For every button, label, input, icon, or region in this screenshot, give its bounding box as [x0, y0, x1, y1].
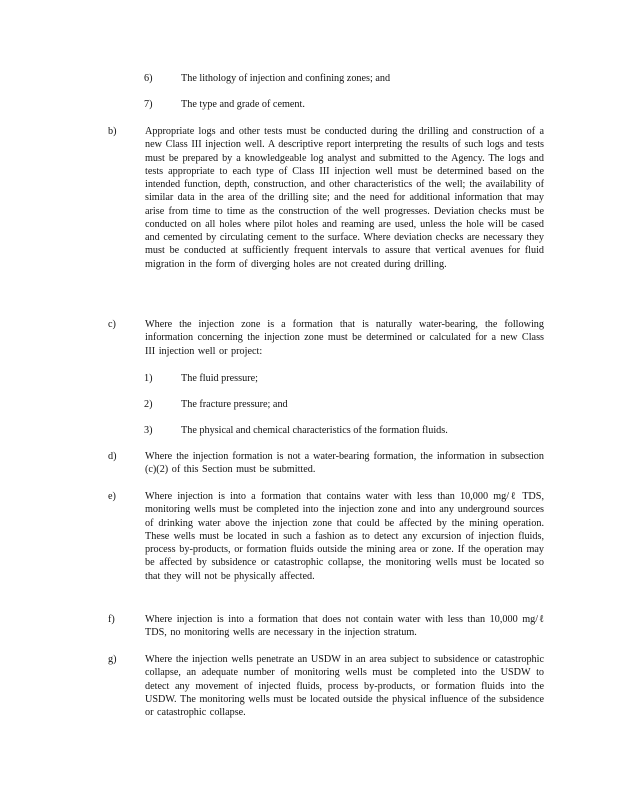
paragraph-label: g) [108, 654, 117, 665]
paragraph-label: f) [108, 614, 115, 625]
item-text: The fluid pressure; [181, 373, 258, 384]
paragraph-g [108, 653, 544, 719]
paragraph-text: Where the injection formation is not a water-bearing formation, the information in subsection (c)(2) of this Section must be submitted. [145, 451, 544, 476]
paragraph-label: c) [108, 319, 116, 330]
paragraph-label: d) [108, 451, 117, 462]
paragraph-d [108, 450, 544, 477]
paragraph-text: Where injection is into a formation that contains water with less than 10,000 mg/ℓ TDS, monitoring wells must be completed into the injection zone and into any underground sources of drinking water above the injection zone that could be affected by the mining operation. These wells must be located in such a fashion as to detect any excursion of injection fluids, process by-products, or formation fluids outside the mining area or zone. If the operation may be affected by subsidence or catastrophic collapse, the monitoring wells must be located so that they will not be physically affected. [145, 491, 544, 582]
paragraph-label: b) [108, 126, 117, 137]
paragraph-c [108, 318, 544, 358]
item-text: The type and grade of cement. [181, 99, 305, 110]
paragraph-text: Where injection is into a formation that does not contain water with less than 10,000 mg/ℓ TDS, no monitoring wells are necessary in the injection stratum. [145, 614, 544, 639]
item-number: 6) [144, 73, 153, 84]
paragraph-label: e) [108, 491, 116, 502]
paragraph-f [108, 613, 544, 640]
paragraph-e [108, 490, 544, 583]
item-number: 1) [144, 373, 153, 384]
item-number: 7) [144, 99, 153, 110]
item-number: 2) [144, 399, 153, 410]
item-text: The physical and chemical characteristics of the formation fluids. [181, 425, 448, 436]
item-text: The fracture pressure; and [181, 399, 288, 410]
item-number: 3) [144, 425, 153, 436]
paragraph-text: Where the injection zone is a formation that is naturally water-bearing, the following information concerning the injection zone must be determined or calculated for a new Class III injection well or project: [145, 319, 544, 357]
paragraph-b [108, 125, 544, 271]
item-text: The lithology of injection and confining zones; and [181, 73, 391, 84]
paragraph-text: Where the injection wells penetrate an USDW in an area subject to subsidence or catastrophic collapse, an adequate number of monitoring wells must be completed into the USDW to detect any movement of injected fluids, process by-products, or formation fluids into the USDW. The monitoring wells must be located outside the physical influence of the subsidence or catastrophic collapse. [145, 654, 544, 718]
paragraph-text: Appropriate logs and other tests must be conducted during the drilling and construction of a new Class III injection well. A descriptive report interpreting the results of such logs and tests must be prepared by a knowledgeable log analyst and submitted to the Agency. The logs and tests appropriate to each type of Class III injection well must be determined based on the intended function, depth, construction, and other characteristics of the well; the availability of similar data in the area of the drilling site; and the need for additional information that may arise from time to time as the construction of the well progresses. Deviation checks must be conducted on all holes where pilot holes and reaming are used, unless the hole will be cased and cemented by circulating cement to the surface. Where deviation checks are necessary they must be conducted at sufficiently frequent intervals to assure that vertical avenues for fluid migration in the form of diverging holes are not created during drilling. [145, 126, 544, 270]
